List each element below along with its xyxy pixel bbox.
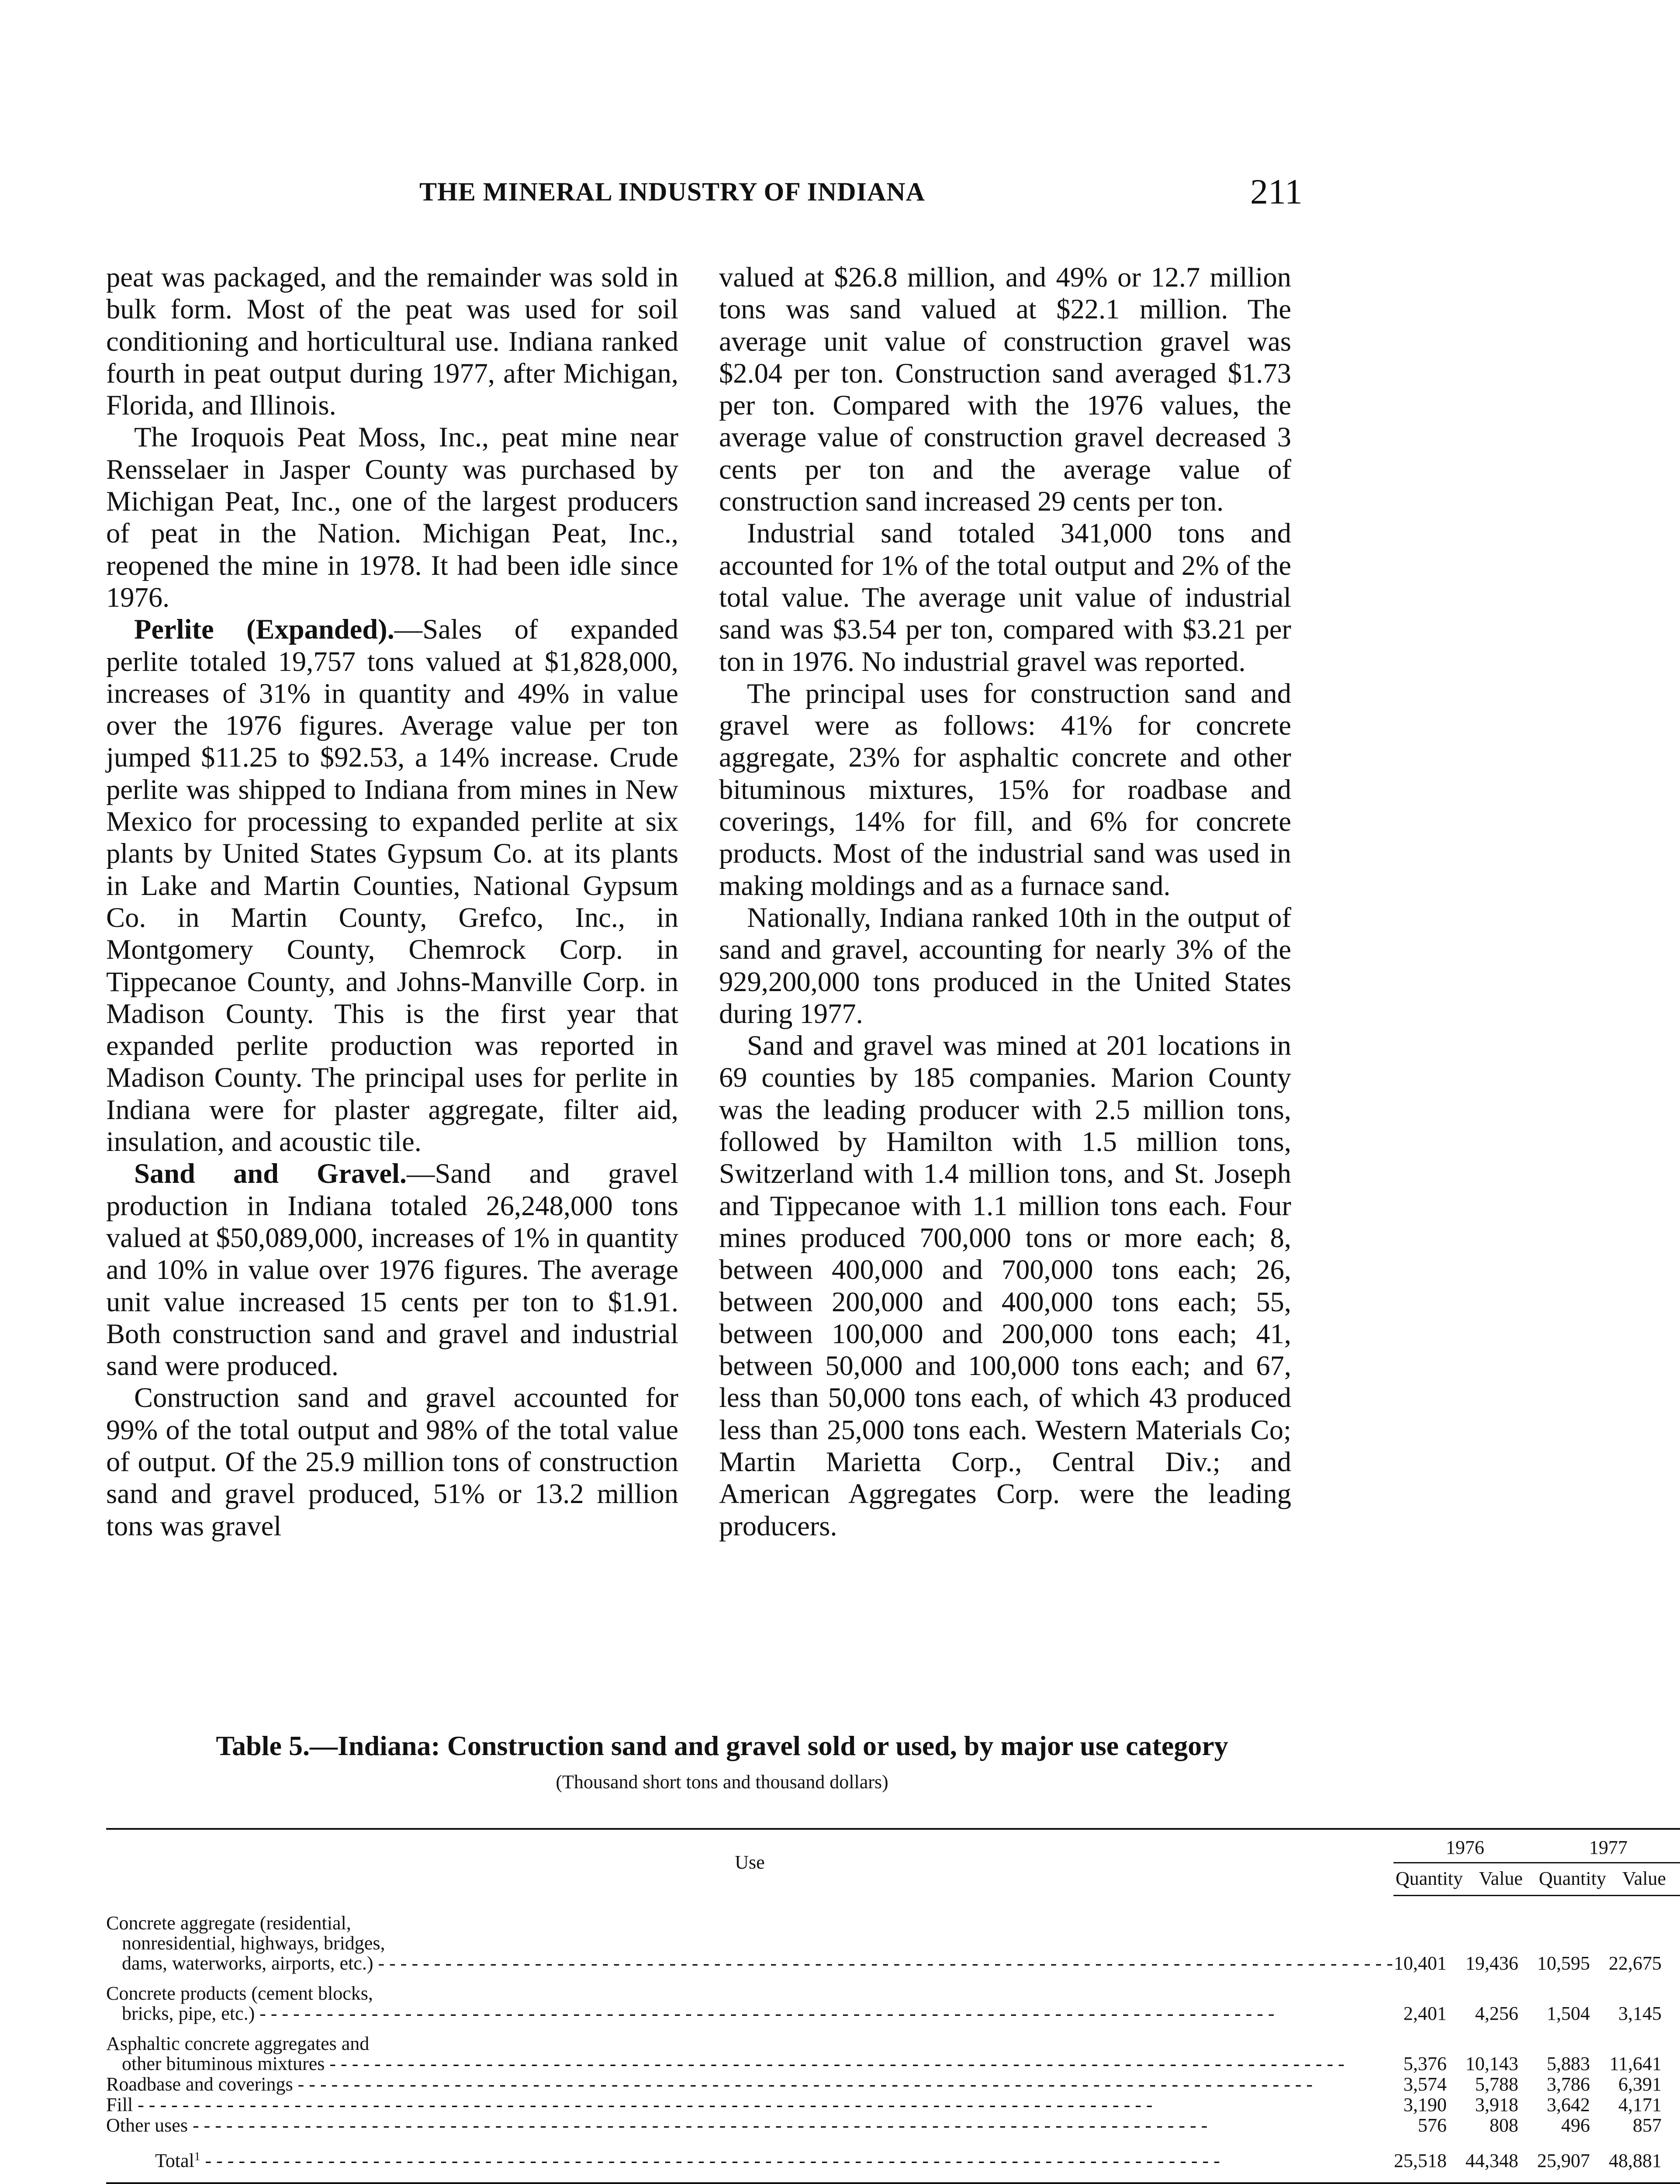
- paragraph: The Iroquois Peat Moss, Inc., peat mine near Rensselaer in Jasper County was purchased by Michigan Peat, Inc., one of the largest producers of peat in the Nation. Michigan Peat, Inc., reopened the mine in 1978. It had been idle since 1976.: [106, 422, 678, 613]
- row-label: [106, 1974, 1393, 2024]
- cell-value-1976: 10,143: [1465, 2053, 1518, 2074]
- cell-value-1977: 48,881: [1608, 2149, 1662, 2171]
- paragraph: The principal uses for construction sand and gravel were as follows: 41% for concrete aggregate, 23% for asphaltic concrete and other bituminous mixtures, 15% for roadbase and coverings, 14% for fill, and 6% for concrete products. Most of the industrial sand was used in making moldings and as a furnace sand.: [719, 677, 1291, 901]
- column-header-use: Use: [735, 1852, 765, 1873]
- column-header-value: Value: [1608, 1863, 1680, 1896]
- column-header-quantity: Quantity: [1537, 1863, 1608, 1896]
- paragraph: Industrial sand totaled 341,000 tons and accounted for 1% of the total output and 2% of the total value. The average unit value of industrial sand was $3.54 per ton, compared with $3.21 per ton in 1976. No industrial gravel was reported.: [719, 518, 1291, 677]
- cell-quantity-1977: 5,883: [1546, 2053, 1590, 2074]
- cell-value-1976: 44,348: [1465, 2149, 1518, 2171]
- row-label-total: [106, 2136, 1393, 2183]
- column-header-1976: 1976: [1393, 1829, 1537, 1863]
- row-label: [106, 2095, 1393, 2115]
- table-title: Table 5.—Indiana: Construction sand and gravel sold or used, by major use category: [216, 1730, 1228, 1761]
- cell-value-1977: 6,391: [1618, 2073, 1662, 2095]
- cell-value-1977: 4,171: [1618, 2094, 1662, 2115]
- cell-quantity-1977: 3,786: [1546, 2073, 1590, 2095]
- row-label: [106, 2024, 1393, 2074]
- cell-quantity-1976: 3,574: [1403, 2073, 1447, 2095]
- run-in-heading: Sand and Gravel.: [134, 1158, 407, 1189]
- row-label: [106, 2115, 1393, 2136]
- label-line: [106, 2151, 1393, 2171]
- cell-quantity-1977: 1,504: [1546, 2002, 1590, 2024]
- paragraph: peat was packaged, and the remainder was sold in bulk form. Most of the peat was used for soil conditioning and horticultural use. Indiana ranked fourth in peat output during 1977, after Michigan, Florida, and Illinois.: [106, 262, 678, 421]
- page-number: 211: [1250, 172, 1303, 211]
- column-header-1977: 1977: [1537, 1829, 1680, 1863]
- paragraph-perlite: [106, 613, 678, 1158]
- column-header-value: Value: [1465, 1863, 1537, 1896]
- label-line: other bituminous mixtures - - -: [106, 2054, 1393, 2074]
- cell-quantity-1976: 10,401: [1393, 1952, 1447, 1974]
- footnote-mark: 1: [194, 2149, 200, 2163]
- cell-value-1976: 808: [1489, 2114, 1518, 2136]
- cell-quantity-1976: 5,376: [1403, 2053, 1447, 2074]
- table-row: [106, 1974, 1680, 2024]
- table-row: [106, 2115, 1680, 2136]
- cell-quantity-1976: 3,190: [1403, 2094, 1447, 2115]
- paragraph: Nationally, Indiana ranked 10th in the output of sand and gravel, accounting for nearly 3% of the 929,200,000 tons produced in the United States during 1977.: [719, 902, 1291, 1029]
- cell-value-1977: 857: [1632, 2114, 1662, 2136]
- cell-quantity-1977: 10,595: [1537, 1952, 1590, 1974]
- label-line: Concrete aggregate (residential,: [106, 1912, 351, 1934]
- cell-value-1976: 3,918: [1475, 2094, 1518, 2115]
- cell-value-1977: 22,675: [1608, 1952, 1662, 1974]
- paragraph: Construction sand and gravel accounted for 99% of the total output and 98% of the total value of output. Of the 25.9 million tons of construction sand and gravel produced, 51% or 13.2 million tons was gravel: [106, 1382, 678, 1541]
- label-line: Fill - - -: [106, 2095, 1393, 2115]
- column-header-quantity: Quantity: [1393, 1863, 1465, 1896]
- cell-quantity-1976: 576: [1417, 2114, 1447, 2136]
- table-row: [106, 1896, 1680, 1974]
- table-5: [106, 1730, 1666, 2171]
- cell-quantity-1976: 2,401: [1403, 2002, 1447, 2024]
- cell-value-1977: 11,641: [1609, 2053, 1662, 2074]
- cell-value-1977: 3,145: [1618, 2002, 1662, 2024]
- total-label: Total: [155, 2149, 194, 2171]
- cell-value-1976: 4,256: [1475, 2002, 1518, 2024]
- right-column: [719, 261, 1291, 1542]
- cell-quantity-1977: 25,907: [1537, 2149, 1590, 2171]
- label-line: Other uses - - -: [106, 2115, 1393, 2136]
- paragraph: Sand and gravel was mined at 201 locations in 69 counties by 185 companies. Marion County was the leading producer with 2.5 million tons, followed by Hamilton with 1.5 million tons, Switzerland with 1.4 million tons, and St. Joseph and Tippecanoe with 1.1 million tons each. Four mines produced 700,000 tons or more each; 8, between 400,000 and 700,000 tons each; 26, between 200,000 and 400,000 tons each; 55, between 100,000 and 200,000 tons each; 41, between 50,000 and 100,000 tons each; and 67, less than 50,000 tons each, of which 43 produced less than 25,000 tons each. Western Materials Co; Martin Marietta Corp., Central Div.; and American Aggregates Corp. were the leading producers.: [719, 1030, 1291, 1541]
- label-line: nonresidential, highways, bridges,: [122, 1932, 385, 1954]
- label-line: dams, waterworks, airports, etc.) - - -: [106, 1953, 1393, 1973]
- paragraph-body: —Sales of expanded perlite totaled 19,757 tons valued at $1,828,000, increases of 31% in quantity and 49% in value over the 1976 figures. Average value per ton jumped $11.25 to $92.53, a 14% increase. Crude perlite was shipped to Indiana from mines in New Mexico for processing to expanded perlite at six plants by United States Gypsum Co. at its plants in Lake and Martin Counties, National Gypsum Co. in Martin County, Grefco, Inc., in Montgomery County, Chemrock Corp. in Tippecanoe County, and Johns-Manville Corp. in Madison County. This is the first year that expanded perlite production was reported in Madison County. The principal uses for perlite in Indiana were for plaster aggregate, filter aid, insulation, and acoustic tile.: [106, 614, 679, 1158]
- cell-quantity-1976: 25,518: [1393, 2149, 1447, 2171]
- table-subtitle: (Thousand short tons and thousand dollars): [556, 1771, 888, 1793]
- running-title: THE MINERAL INDUSTRY OF INDIANA: [419, 177, 925, 206]
- cell-quantity-1977: 496: [1561, 2114, 1590, 2136]
- table-row: [106, 2074, 1680, 2095]
- left-column: [106, 261, 678, 1542]
- paragraph-sand-gravel: [106, 1158, 678, 1382]
- table-row-total: [106, 2136, 1680, 2183]
- row-label: [106, 2074, 1393, 2095]
- paragraph: valued at $26.8 million, and 49% or 12.7 million tons was sand valued at $22.1 million. The average unit value of construction gravel was $2.04 per ton. Construction sand averaged $1.73 per ton. Compared with the 1976 values, the average value of construction gravel decreased 3 cents per ton and the average value of construction sand increased 29 cents per ton.: [719, 262, 1291, 517]
- cell-quantity-1977: 3,642: [1546, 2094, 1590, 2115]
- data-table: [106, 1828, 1680, 2184]
- table-row: [106, 2024, 1680, 2074]
- label-line: bricks, pipe, etc.) - - -: [106, 2004, 1393, 2024]
- row-label: [106, 1896, 1393, 1974]
- run-in-heading: Perlite (Expanded).: [134, 614, 394, 645]
- cell-value-1976: 19,436: [1465, 1952, 1518, 1974]
- paragraph-body: —Sand and gravel production in Indiana totaled 26,248,000 tons valued at $50,089,000, increases of 1% in quantity and 10% in value over 1976 figures. The average unit value increased 15 cents per ton to $1.91. Both construction sand and gravel and industrial sand were produced.: [106, 1158, 678, 1382]
- label-line: Concrete products (cement blocks,: [106, 1982, 373, 2004]
- table-row: [106, 2095, 1680, 2115]
- label-line: Roadbase and coverings - - -: [106, 2074, 1393, 2094]
- cell-value-1976: 5,788: [1475, 2073, 1518, 2095]
- label-line: Asphaltic concrete aggregates and: [106, 2032, 370, 2054]
